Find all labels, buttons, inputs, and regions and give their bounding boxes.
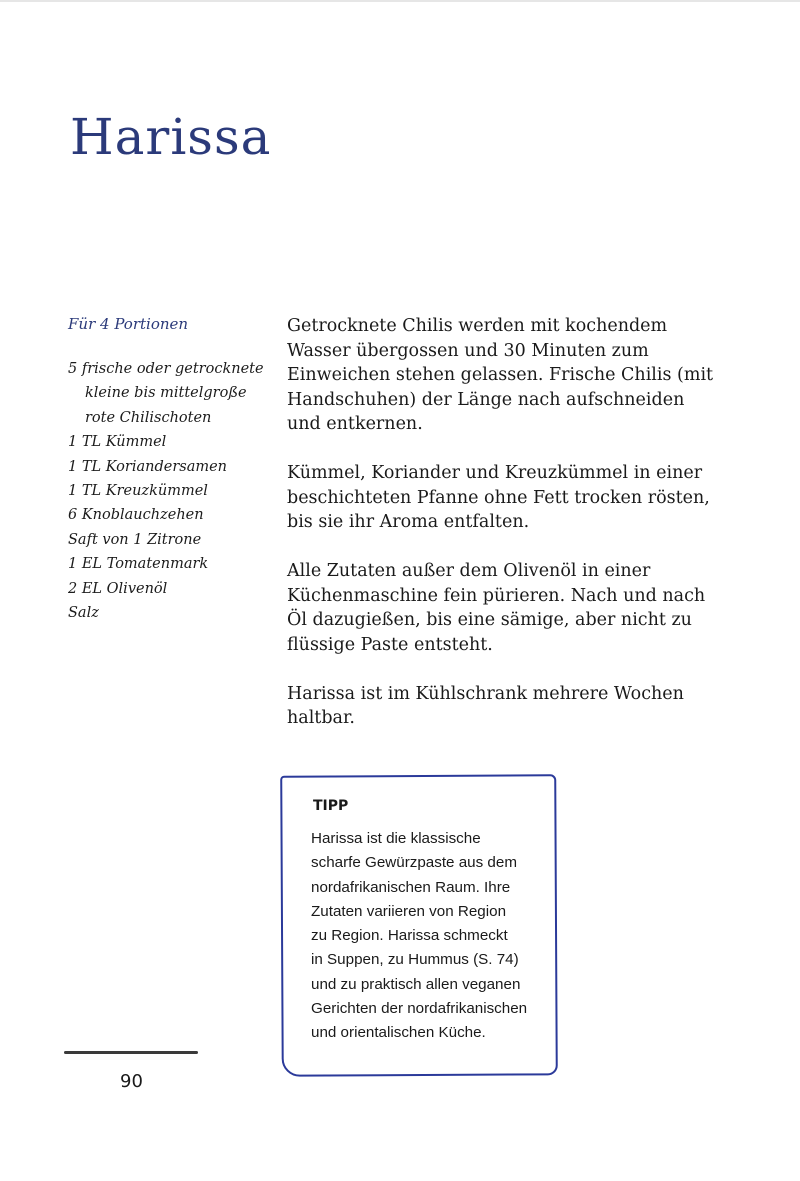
ingredients-column bbox=[68, 313, 278, 625]
ingredient-item: Saft von 1 Zitrone bbox=[68, 531, 202, 548]
instruction-paragraph: Alle Zutaten außer dem Olivenöl in einer Küchenmaschine fein pürieren. Nach und nach Öl dazugießen, bis eine sämige, aber nicht zu flüssige Paste entsteht. bbox=[287, 561, 706, 655]
ingredient-item: Salz bbox=[68, 605, 99, 622]
ingredient-item: 1 TL Kreuzkümmel bbox=[68, 483, 208, 500]
ingredient-item: 2 EL Olivenöl bbox=[68, 580, 168, 597]
ingredient-item: 6 Knoblauchzehen bbox=[68, 507, 204, 524]
ingredient-item: 1 EL Tomatenmark bbox=[68, 556, 209, 573]
tip-line: nordafrikanischen Raum. Ihre bbox=[311, 878, 511, 896]
ingredient-item: 1 TL Kümmel bbox=[68, 434, 167, 451]
instructions bbox=[287, 314, 717, 755]
tip-line: zu Region. Harissa schmeckt bbox=[311, 927, 508, 945]
tip-line: in Suppen, zu Hummus (S. 74) bbox=[311, 951, 519, 969]
tip-line: scharfe Gewürzpaste aus dem bbox=[311, 854, 517, 872]
ingredient-item: 5 frische oder getrocknete kleine bis mittelgroße rote Chilischoten bbox=[68, 361, 264, 426]
tip-title: TIPP bbox=[313, 798, 349, 814]
instruction-paragraph: Getrocknete Chilis werden mit kochendem Wasser übergossen und 30 Minuten zum Einweichen stehen gelassen. Frische Chilis (mit Handschuhen) der Länge nach aufschneiden und entkernen. bbox=[287, 316, 714, 434]
page-number: 90 bbox=[120, 1071, 143, 1092]
ingredient-list bbox=[68, 357, 278, 625]
page-title: Harissa bbox=[70, 108, 272, 166]
instruction-paragraph: Kümmel, Koriander und Kreuzkümmel in einer beschichteten Pfanne ohne Fett trocken rösten, bis sie ihr Aroma entfalten. bbox=[287, 463, 710, 532]
ingredient-item: 1 TL Koriandersamen bbox=[68, 458, 228, 475]
portions-label: Für 4 Portionen bbox=[68, 315, 189, 333]
tip-line: Harissa ist die klassische bbox=[311, 830, 481, 847]
top-rule bbox=[0, 0, 800, 2]
tip-line: Zutaten variieren von Region bbox=[311, 902, 507, 920]
tip-text bbox=[311, 827, 543, 1046]
tip-line: und orientalischen Küche. bbox=[311, 1024, 486, 1042]
instruction-paragraph: Harissa ist im Kühlschrank mehrere Wochen haltbar. bbox=[287, 683, 684, 728]
tip-line: Gerichten der nordafrikanischen bbox=[311, 1000, 528, 1018]
tip-line: und zu praktisch allen veganen bbox=[311, 975, 521, 993]
footer-rule bbox=[64, 1051, 198, 1054]
